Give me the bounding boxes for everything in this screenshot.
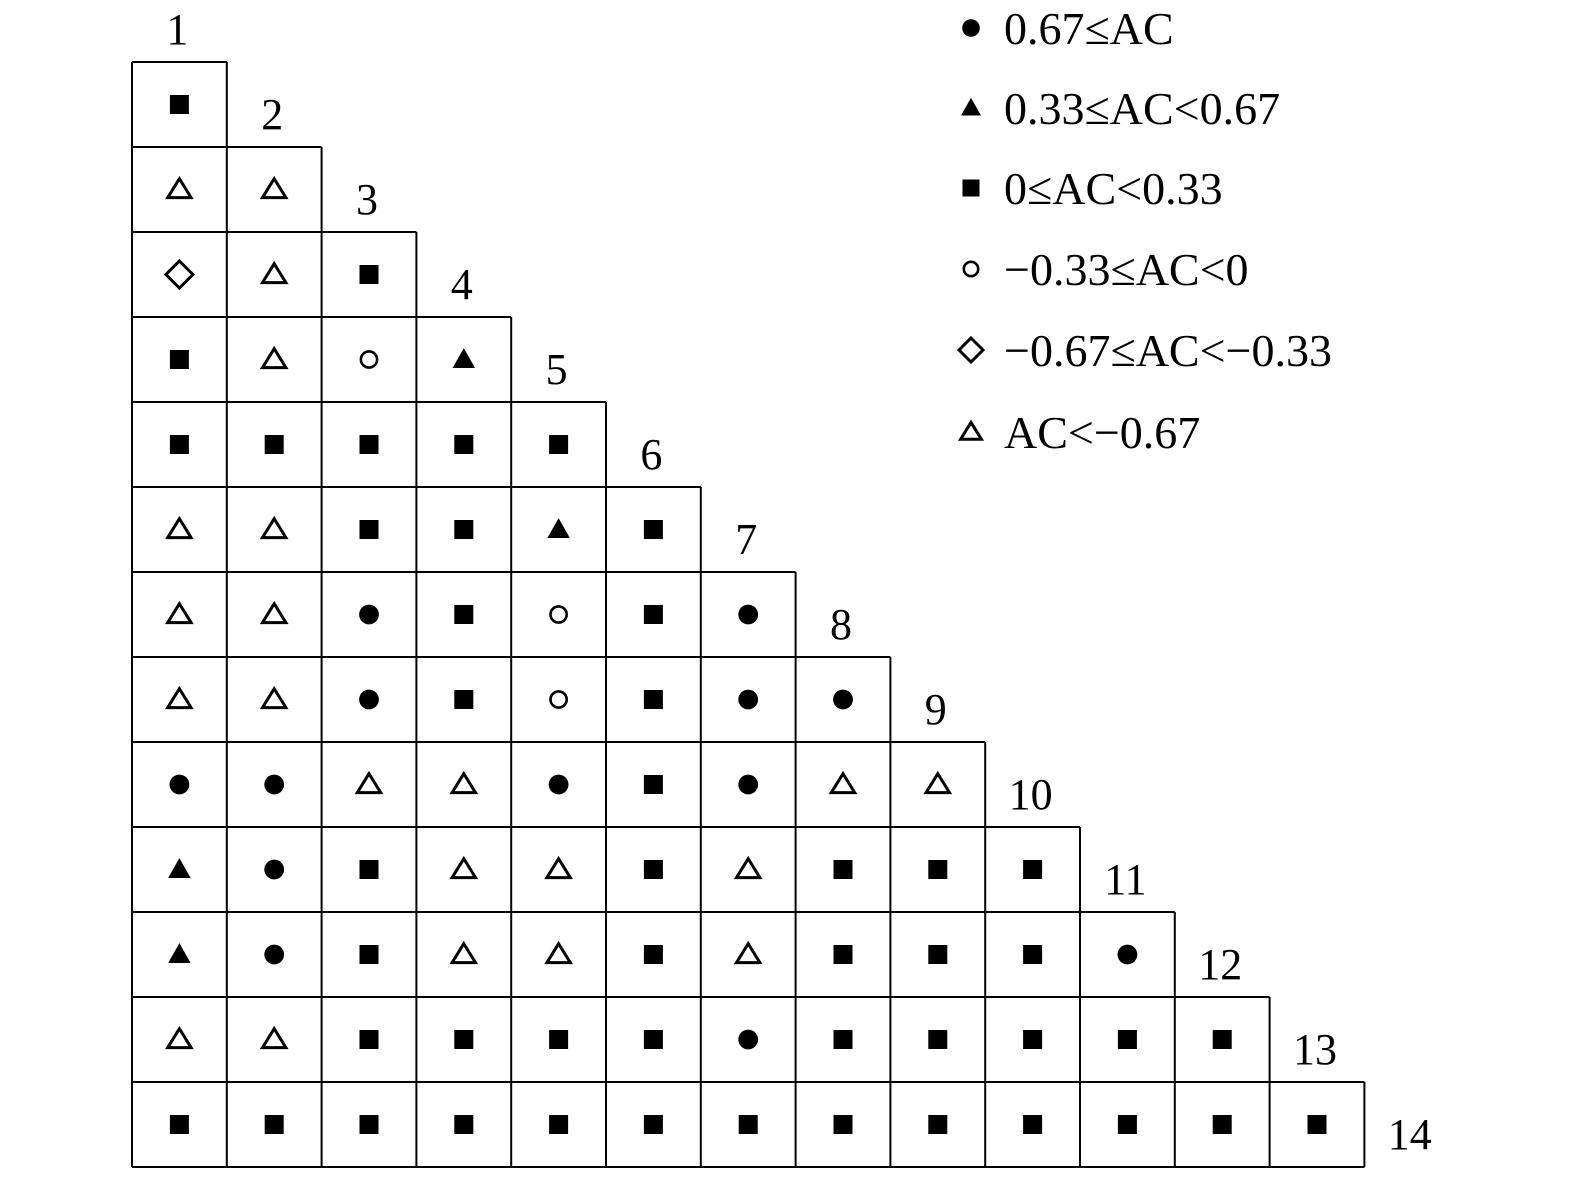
diagonal-label: 6	[640, 430, 663, 479]
cell-marker	[168, 519, 191, 538]
cell-marker	[547, 859, 570, 878]
cell-marker	[454, 1030, 473, 1049]
cell-marker	[549, 775, 569, 795]
diagonal-label: 13	[1293, 1025, 1337, 1074]
cell-marker	[1213, 1030, 1232, 1049]
cell-marker	[168, 1029, 191, 1048]
cell-marker	[644, 690, 663, 709]
cell-marker	[263, 179, 286, 198]
legend-symbol	[961, 422, 982, 439]
cell-marker	[360, 265, 379, 284]
diagonal-label: 8	[830, 600, 852, 649]
legend-label: −0.33≤AC<0	[1004, 244, 1249, 295]
diagonal-label: 1	[166, 5, 189, 54]
cell-marker	[737, 944, 760, 963]
cell-marker	[549, 1030, 568, 1049]
legend-symbol	[961, 98, 981, 116]
legend-label: 0.67≤AC	[1004, 3, 1174, 54]
cell-marker	[360, 860, 379, 879]
cell-marker	[644, 775, 663, 794]
cell-marker	[739, 1115, 758, 1134]
cell-marker	[644, 520, 663, 539]
diagonal-labels	[166, 5, 1431, 1159]
cell-marker	[1023, 1115, 1042, 1134]
diagonal-label: 2	[261, 90, 284, 139]
cell-marker	[361, 351, 377, 367]
diagonal-label: 14	[1387, 1110, 1432, 1159]
cell-marker	[360, 435, 379, 454]
cell-marker	[263, 689, 286, 708]
cell-marker	[454, 690, 473, 709]
cell-marker	[452, 944, 475, 963]
cell-marker	[454, 1115, 473, 1134]
cell-marker	[738, 1030, 758, 1050]
diagonal-label: 7	[735, 515, 758, 564]
cell-marker	[738, 605, 758, 625]
cell-marker	[168, 604, 191, 623]
cell-marker	[551, 606, 567, 622]
cell-marker	[263, 604, 286, 623]
diagonal-label: 3	[356, 175, 378, 224]
cell-marker	[834, 1030, 853, 1049]
cell-marker	[1213, 1115, 1232, 1134]
cell-marker	[644, 1030, 663, 1049]
cell-marker	[834, 1115, 853, 1134]
cell-marker	[926, 774, 949, 793]
legend-label: AC<−0.67	[1004, 407, 1201, 458]
cell-marker	[264, 860, 284, 880]
cell-marker	[170, 95, 189, 114]
cell-marker	[454, 520, 473, 539]
diagonal-label: 11	[1104, 855, 1147, 904]
cell-marker	[737, 859, 760, 878]
cell-marker	[738, 690, 758, 710]
cell-marker	[1118, 1115, 1137, 1134]
cell-marker	[928, 945, 947, 964]
diagonal-label: 10	[1008, 770, 1053, 819]
cell-marker	[644, 860, 663, 879]
cell-marker	[547, 518, 570, 538]
cell-marker	[452, 859, 475, 878]
cell-marker	[644, 1115, 663, 1134]
cell-marker	[360, 945, 379, 964]
cell-marker	[168, 179, 191, 198]
cell-marker	[263, 519, 286, 538]
diagonal-label: 9	[924, 685, 947, 734]
cell-marker	[168, 858, 191, 878]
cell-marker	[360, 1115, 379, 1134]
legend-label: 0≤AC<0.33	[1004, 163, 1223, 214]
cell-marker	[264, 775, 284, 795]
cell-marker	[928, 1030, 947, 1049]
cell-marker	[170, 1115, 189, 1134]
cell-marker	[928, 860, 947, 879]
cell-marker	[738, 775, 758, 795]
cell-marker	[357, 774, 380, 793]
cell-marker	[549, 435, 568, 454]
legend	[959, 3, 1332, 458]
legend-symbol	[959, 338, 983, 362]
cell-marker	[168, 689, 191, 708]
legend-label: −0.67≤AC<−0.33	[1004, 325, 1332, 376]
diagonal-label: 5	[545, 345, 568, 394]
legend-symbol	[963, 180, 980, 197]
cell-marker	[834, 860, 853, 879]
cell-marker	[454, 435, 473, 454]
cell-marker	[644, 605, 663, 624]
cell-marker	[265, 435, 284, 454]
cell-marker	[453, 348, 476, 368]
cell-marker	[834, 945, 853, 964]
cell-marker	[168, 943, 191, 963]
cell-marker	[170, 435, 189, 454]
cell-marker	[1023, 860, 1042, 879]
cell-marker	[1308, 1115, 1327, 1134]
cell-marker	[549, 1115, 568, 1134]
cell-marker	[360, 1030, 379, 1049]
diagonal-label: 4	[450, 260, 473, 309]
cell-marker	[166, 261, 193, 288]
cell-marker	[264, 945, 284, 965]
cell-marker	[454, 605, 473, 624]
cell-marker	[265, 1115, 284, 1134]
cell-marker	[170, 775, 190, 795]
cell-marker	[551, 691, 567, 707]
cell-marker	[644, 945, 663, 964]
cell-marker	[359, 605, 379, 625]
cell-marker	[263, 1029, 286, 1048]
cell-marker	[170, 350, 189, 369]
cell-marker	[452, 774, 475, 793]
cell-marker	[833, 690, 853, 710]
cell-marker	[1023, 945, 1042, 964]
cell-marker	[359, 690, 379, 710]
legend-symbol	[962, 19, 980, 37]
diagonal-label: 12	[1198, 940, 1243, 989]
cell-marker	[831, 774, 854, 793]
cell-marker	[263, 264, 286, 283]
cell-marker	[547, 944, 570, 963]
cell-marker	[360, 520, 379, 539]
legend-symbol	[964, 262, 978, 276]
cell-marker	[1118, 945, 1138, 965]
cell-marker	[1023, 1030, 1042, 1049]
legend-label: 0.33≤AC<0.67	[1004, 83, 1281, 134]
cell-marker	[928, 1115, 947, 1134]
cell-marker	[1118, 1030, 1137, 1049]
cell-marker	[263, 349, 286, 368]
